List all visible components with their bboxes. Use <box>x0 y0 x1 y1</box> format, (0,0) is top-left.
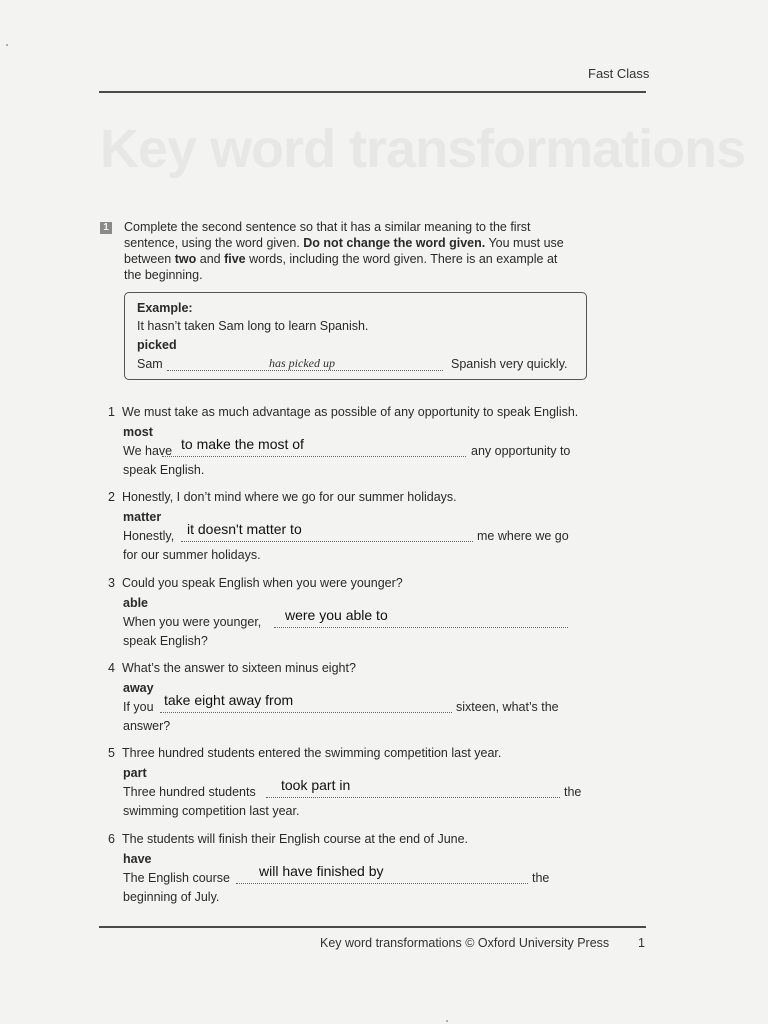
example-answer: has picked up <box>269 356 335 370</box>
question-keyword: able <box>123 596 149 610</box>
answer-line <box>274 627 568 628</box>
page-title: Key word transformations <box>100 119 746 179</box>
scan-speck <box>6 44 8 46</box>
instruction-part: Do not change the word given. <box>303 236 486 250</box>
question-continuation: speak English? <box>123 634 208 648</box>
header-label: Fast Class <box>588 66 650 81</box>
question-answer: took part in <box>281 777 351 793</box>
question-sentence: Honestly, I don’t mind where we go for our summer holidays. <box>122 490 457 504</box>
question-end: the <box>564 785 582 799</box>
instruction-part: Complete the second sentence so that it has a similar meaning to the first sentence, using the word given. <box>124 220 531 250</box>
instruction-part: two <box>174 252 197 266</box>
example-sentence: It hasn’t taken Sam long to learn Spanish. <box>137 319 369 333</box>
instruction-part: and <box>196 252 225 266</box>
scan-speck <box>446 1020 448 1022</box>
example-end: Spanish very quickly. <box>451 357 568 371</box>
question-sentence: The students will finish their English course at the end of June. <box>122 832 469 846</box>
question-keyword: most <box>123 425 153 439</box>
instruction-part: five <box>224 252 246 266</box>
example-box <box>124 292 587 380</box>
question-end: sixteen, what’s the <box>456 700 559 714</box>
question-continuation: speak English. <box>123 463 205 477</box>
question-keyword: part <box>123 766 147 780</box>
example-start: Sam <box>137 357 163 371</box>
question-number: 4 <box>108 661 115 675</box>
question-answer: will have finished by <box>259 863 384 879</box>
question-start: The English course <box>123 871 231 885</box>
question-number: 5 <box>108 746 115 760</box>
answer-line <box>160 712 452 713</box>
question-continuation: beginning of July. <box>123 890 220 904</box>
answer-line <box>236 883 528 884</box>
question-keyword: have <box>123 852 152 866</box>
question-sentence: We must take as much advantage as possible of any opportunity to speak English. <box>122 405 579 419</box>
question-sentence: Three hundred students entered the swimming competition last year. <box>122 746 502 760</box>
question-start: If you <box>123 700 154 714</box>
question-continuation: answer? <box>123 719 171 733</box>
answer-line <box>162 456 466 457</box>
footer-text: Key word transformations © Oxford University Press <box>320 936 610 950</box>
question-end: the <box>532 871 550 885</box>
question-number: 6 <box>108 832 115 846</box>
bottom-rule <box>99 926 646 928</box>
top-rule <box>99 91 646 93</box>
question-answer: to make the most of <box>181 436 304 452</box>
example-label: Example: <box>137 301 193 315</box>
question-answer: take eight away from <box>164 692 294 708</box>
example-keyword: picked <box>137 338 177 352</box>
exercise-number: 1 <box>100 222 112 234</box>
instructions <box>124 219 574 283</box>
question-answer: it doesn't matter to <box>187 521 302 537</box>
question-end: any opportunity to <box>471 444 571 458</box>
instruction-part: You must use between <box>124 236 564 266</box>
question-number: 3 <box>108 576 115 590</box>
page-number: 1 <box>638 936 645 950</box>
question-start: When you were younger, <box>123 615 262 629</box>
question-answer: were you able to <box>285 607 388 623</box>
question-sentence: What’s the answer to sixteen minus eight? <box>122 661 356 675</box>
question-continuation: for our summer holidays. <box>123 548 261 562</box>
question-start: We have <box>123 444 173 458</box>
answer-line <box>266 797 560 798</box>
question-keyword: matter <box>123 510 162 524</box>
question-keyword: away <box>123 681 154 695</box>
instruction-part: words, including the word given. There is an example at the beginning. <box>124 252 558 282</box>
question-sentence: Could you speak English when you were younger? <box>122 576 403 590</box>
question-number: 1 <box>108 405 115 419</box>
answer-line <box>181 541 473 542</box>
question-start: Honestly, <box>123 529 175 543</box>
question-end: me where we go <box>477 529 569 543</box>
question-start: Three hundred students <box>123 785 256 799</box>
question-number: 2 <box>108 490 115 504</box>
question-continuation: swimming competition last year. <box>123 804 300 818</box>
